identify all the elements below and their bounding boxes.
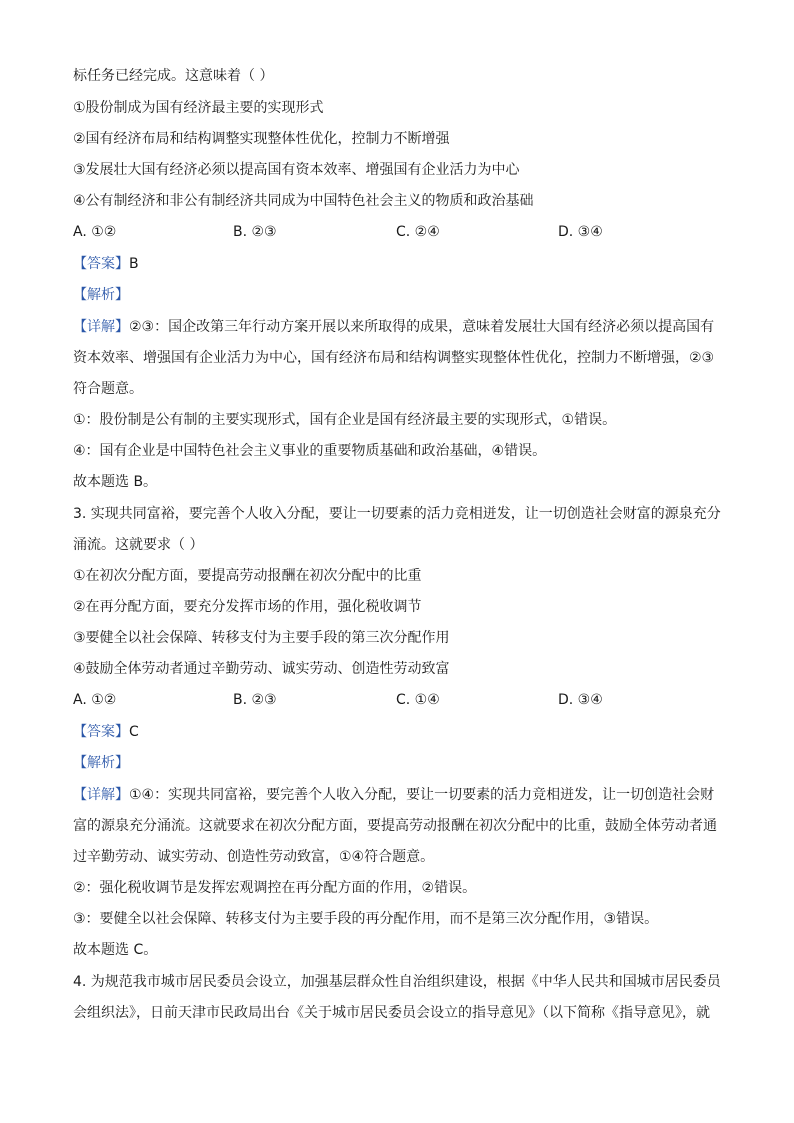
question-2-stem: 标任务已经完成。这意味着（ ）	[73, 68, 274, 84]
question-3-detail-line-1	[73, 786, 723, 804]
question-2-item-3: ③发展壮大国有经济必须以提高国有资本效率、增强国有企业活力为中心	[73, 162, 520, 178]
answer-tag: 【答案】	[73, 724, 129, 740]
question-2-detail-line-2: 资本效率、增强国有企业活力为中心，国有经济布局和结构调整实现整体性优化，控制力不断增强，②③	[73, 350, 715, 366]
question-3-item-4: ④鼓励全体劳动者通过辛勤劳动、诚实劳动、创造性劳动致富	[73, 661, 450, 677]
question-2-option-b: B. ②③	[233, 224, 277, 240]
question-4-stem-line-1: 4. 为规范我市城市居民委员会设立，加强基层群众性自治组织建设，根据《中华人民共和国城市居民委员	[73, 974, 721, 990]
question-3-stem-line-1: 3. 实现共同富裕，要完善个人收入分配，要让一切要素的活力竞相迸发，让一切创造社会财富的源泉充分	[73, 506, 721, 522]
analysis-tag: 【解析】	[73, 287, 129, 303]
question-4-stem-line-2: 会组织法》，日前天津市民政局出台《关于城市居民委员会设立的指导意见》（以下简称《指导意见》，就	[73, 1005, 710, 1021]
answer-value: B	[129, 256, 139, 272]
question-2-option-a: A. ①②	[73, 224, 117, 240]
question-2-detail-line-1	[73, 318, 723, 336]
detail-text: ①④：实现共同富裕，要完善个人收入分配，要让一切要素的活力竞相迸发，让一切创造社会财	[129, 787, 715, 803]
question-3-option-c: C. ①④	[396, 692, 440, 708]
answer-value: C	[129, 724, 139, 740]
question-2-detail-line-4: ①：股份制是公有制的主要实现形式，国有企业是国有经济最主要的实现形式，①错误。	[73, 412, 617, 428]
detail-text: ②③：国企改第三年行动方案开展以来所取得的成果，意味着发展壮大国有经济必须以提高国有	[129, 319, 715, 335]
question-2-item-2: ②国有经济布局和结构调整实现整体性优化，控制力不断增强	[73, 131, 450, 147]
question-3-conclusion: 故本题选 C。	[73, 942, 158, 958]
question-3-item-1: ①在初次分配方面，要提高劳动报酬在初次分配中的比重	[73, 568, 422, 584]
detail-tag: 【详解】	[73, 319, 129, 335]
question-3-detail-line-5: ③：要健全以社会保障、转移支付为主要手段的再分配作用，而不是第三次分配作用，③错误。	[73, 911, 659, 927]
question-2-detail-line-5: ④：国有企业是中国特色社会主义事业的重要物质基础和政治基础，④错误。	[73, 443, 547, 459]
analysis-tag: 【解析】	[73, 755, 129, 771]
question-3-option-b: B. ②③	[233, 692, 277, 708]
question-2-detail-line-3: 符合题意。	[73, 381, 143, 397]
question-3-analysis-heading	[73, 754, 723, 772]
detail-tag: 【详解】	[73, 787, 129, 803]
question-3-item-3: ③要健全以社会保障、转移支付为主要手段的第三次分配作用	[73, 630, 450, 646]
question-3-option-a: A. ①②	[73, 692, 117, 708]
question-2-item-1: ①股份制成为国有经济最主要的实现形式	[73, 100, 324, 116]
question-2-answer	[73, 255, 723, 273]
question-2-analysis-heading	[73, 286, 723, 304]
question-2-item-4: ④公有制经济和非公有制经济共同成为中国特色社会主义的物质和政治基础	[73, 193, 534, 209]
question-3-item-2: ②在再分配方面，要充分发挥市场的作用，强化税收调节	[73, 599, 422, 615]
question-2-option-d: D. ③④	[558, 224, 603, 240]
question-2-option-c: C. ②④	[396, 224, 440, 240]
question-3-option-d: D. ③④	[558, 692, 603, 708]
question-3-answer	[73, 723, 723, 741]
answer-tag: 【答案】	[73, 256, 129, 272]
question-3-detail-line-2: 富的源泉充分涌流。这就要求在初次分配方面，要提高劳动报酬在初次分配中的比重，鼓励全体劳动者通	[73, 818, 717, 834]
question-3-stem-line-2: 涌流。这就要求（ ）	[73, 537, 204, 553]
question-3-detail-line-3: 过辛勤劳动、诚实劳动、创造性劳动致富，①④符合题意。	[73, 849, 435, 865]
question-3-detail-line-4: ②：强化税收调节是发挥宏观调控在再分配方面的作用，②错误。	[73, 880, 477, 896]
question-2-conclusion: 故本题选 B。	[73, 474, 158, 490]
